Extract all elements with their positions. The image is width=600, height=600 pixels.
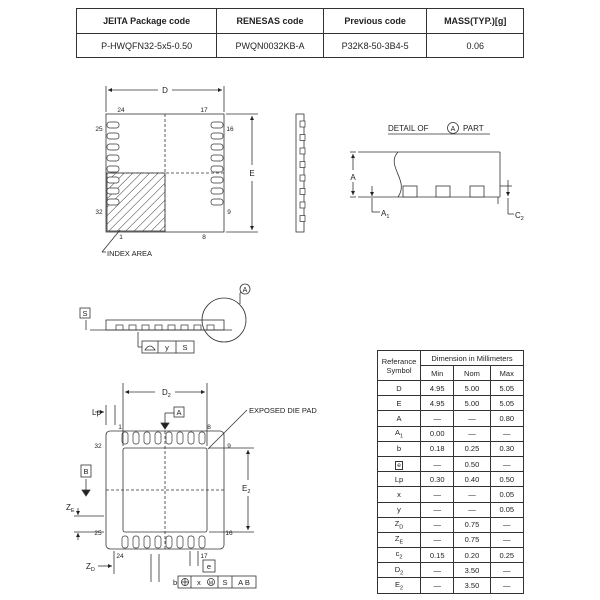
top-pin-24: 24: [117, 107, 125, 114]
bottom-zd: $Z_D$: [86, 562, 95, 573]
top-pin-25: 25: [95, 126, 103, 133]
row-max: —: [490, 456, 523, 471]
row-min: —: [421, 532, 454, 547]
row-max: 0.05: [490, 487, 523, 502]
bottom-lp: Lp: [92, 408, 101, 417]
top-dim-d: D: [162, 86, 168, 95]
row-max: 0.30: [490, 441, 523, 456]
row-symbol: D: [378, 381, 421, 396]
detail-title-suffix: PART: [463, 124, 484, 133]
bottom-pad: [107, 144, 119, 150]
bottom-pad: [166, 536, 172, 548]
detail-dim-a: A: [350, 173, 356, 182]
bottom-pin-24: 24: [116, 553, 124, 560]
side-pad: [300, 162, 305, 168]
row-nom: 0.20: [454, 548, 490, 563]
row-min: —: [421, 563, 454, 578]
bottom-pad: [188, 536, 194, 548]
row-min: —: [421, 411, 454, 426]
bottom-pad: [144, 432, 150, 444]
row-max: 5.05: [490, 381, 523, 396]
row-symbol: A: [378, 411, 421, 426]
row-nom: 3.50: [454, 563, 490, 578]
previous-value: P32K8-50-3B4-5: [323, 34, 427, 58]
bottom-pad: [211, 133, 223, 139]
bottom-pad: [211, 177, 223, 183]
bottom-pitch-e: e: [206, 562, 212, 571]
bottom-pad: [211, 166, 223, 172]
bottom-pad: [144, 536, 150, 548]
row-min: 0.18: [421, 441, 454, 456]
row-min: —: [421, 578, 454, 593]
side-pad: [300, 148, 305, 154]
bottom-dim-d2: $D_2$: [162, 388, 171, 399]
side-pad: [142, 325, 149, 330]
top-view: [102, 86, 258, 252]
bottom-pad: [177, 432, 183, 444]
row-min: —: [421, 456, 454, 471]
side-pad: [207, 325, 214, 330]
row-max: —: [490, 532, 523, 547]
bottom-pad: [155, 536, 161, 548]
row-max: —: [490, 517, 523, 532]
row-symbol: y: [378, 502, 421, 517]
jeita-value: P-HWQFN32-5x5-0.50: [77, 34, 217, 58]
table-row: [378, 563, 524, 578]
bottom-pad: [107, 122, 119, 128]
bottom-pin-32: 32: [94, 443, 102, 450]
table-row: [378, 517, 524, 532]
top-pin-8: 8: [202, 234, 206, 241]
row-symbol: $A_1$: [378, 426, 421, 441]
ref-symbol-header: Referance Symbol: [378, 351, 421, 381]
col-max: Max: [490, 366, 523, 381]
table-row: [378, 578, 524, 593]
bottom-pin-25: 25: [94, 530, 102, 537]
row-symbol: $Z_D$: [378, 517, 421, 532]
bottom-pin-17: 17: [200, 553, 208, 560]
side-datum-s: S: [82, 309, 88, 318]
row-nom: —: [454, 411, 490, 426]
renesas-value: PWQN0032KB-A: [217, 34, 324, 58]
bottom-pad: [199, 432, 205, 444]
bottom-pad: [107, 166, 119, 172]
top-pin-17: 17: [200, 107, 208, 114]
bottom-pad: [211, 122, 223, 128]
table-row: [378, 456, 524, 471]
row-max: 0.05: [490, 502, 523, 517]
table-row: [378, 548, 524, 563]
row-min: —: [421, 502, 454, 517]
row-nom: 3.50: [454, 578, 490, 593]
table-row: [378, 426, 524, 441]
row-symbol: e: [378, 456, 421, 471]
col-nom: Nom: [454, 366, 490, 381]
side-pad: [300, 189, 305, 195]
top-pin-1: 1: [119, 234, 123, 241]
bottom-datum-b: B: [83, 467, 89, 476]
row-max: 0.80: [490, 411, 523, 426]
side-pad: [168, 325, 175, 330]
bottom-pad: [122, 536, 128, 548]
detail-dim-a1: $A_1$: [381, 209, 390, 220]
col-min: Min: [421, 366, 454, 381]
table-row: [378, 472, 524, 487]
row-min: 4.95: [421, 381, 454, 396]
side-pad: [155, 325, 162, 330]
table-row: [378, 532, 524, 547]
table-row: [378, 487, 524, 502]
bottom-pad: [211, 155, 223, 161]
bottom-pad: [133, 432, 139, 444]
bottom-pad: [166, 432, 172, 444]
top-dim-e: E: [249, 169, 255, 178]
row-nom: —: [454, 502, 490, 517]
row-nom: 0.75: [454, 517, 490, 532]
row-max: 0.25: [490, 548, 523, 563]
side-pad: [181, 325, 188, 330]
row-min: —: [421, 517, 454, 532]
dim-header: Dimension in Millimeters: [421, 351, 524, 366]
bottom-pad: [211, 188, 223, 194]
row-max: —: [490, 563, 523, 578]
row-max: 0.50: [490, 472, 523, 487]
side-fcf-y: y: [165, 343, 169, 352]
bottom-pad: [211, 199, 223, 205]
bottom-fcf-x: x: [197, 578, 201, 587]
detail-title-prefix: DETAIL OF: [388, 124, 429, 133]
table-row: [378, 502, 524, 517]
index-area-label: INDEX AREA: [107, 249, 153, 258]
bottom-pad: [188, 432, 194, 444]
exposed-die-pad-label: EXPOSED DIE PAD: [249, 406, 317, 415]
bottom-fcf-m: M: [208, 580, 214, 587]
bottom-dim-e2: $E_2$: [242, 484, 251, 495]
mass-value: 0.06: [427, 34, 524, 58]
row-nom: 0.40: [454, 472, 490, 487]
row-symbol: x: [378, 487, 421, 502]
table-row: [378, 441, 524, 456]
row-min: 0.30: [421, 472, 454, 487]
bottom-pad: [107, 133, 119, 139]
bottom-pin-1: 1: [118, 424, 122, 431]
bottom-fcf-s: S: [222, 578, 228, 587]
bottom-ze: $Z_E$: [66, 503, 75, 514]
row-symbol: $D_2$: [378, 563, 421, 578]
bottom-pad: [155, 432, 161, 444]
row-symbol: $c_2$: [378, 548, 421, 563]
side-pad: [300, 216, 305, 222]
bottom-pin-16: 16: [225, 530, 233, 537]
row-nom: —: [454, 487, 490, 502]
bottom-pin-8: 8: [207, 424, 211, 431]
row-nom: 5.00: [454, 381, 490, 396]
row-max: —: [490, 578, 523, 593]
row-max: 5.05: [490, 396, 523, 411]
top-pin-9: 9: [227, 209, 231, 216]
bottom-pad: [211, 144, 223, 150]
side-pad: [116, 325, 123, 330]
bottom-pad: [107, 199, 119, 205]
row-nom: 0.25: [454, 441, 490, 456]
side-pad: [194, 325, 201, 330]
table-row: [378, 381, 524, 396]
mass-header: MASS(TYP.)[g]: [427, 9, 524, 34]
bottom-datum-a: A: [176, 408, 182, 417]
row-nom: 5.00: [454, 396, 490, 411]
row-nom: —: [454, 426, 490, 441]
row-symbol: $Z_E$: [378, 532, 421, 547]
row-min: —: [421, 487, 454, 502]
side-view-vertical: [296, 114, 305, 232]
row-max: —: [490, 426, 523, 441]
bottom-fcf-ab: A B: [238, 578, 250, 587]
table-row: [378, 396, 524, 411]
row-symbol: E: [378, 396, 421, 411]
jeita-header: JEITA Package code: [77, 9, 217, 34]
bottom-pin-9: 9: [227, 443, 231, 450]
top-pin-32: 32: [95, 209, 103, 216]
row-nom: 0.50: [454, 456, 490, 471]
row-nom: 0.75: [454, 532, 490, 547]
detail-circle-label: A: [450, 126, 456, 133]
side-pad: [300, 175, 305, 181]
dimension-table: [377, 350, 524, 594]
table-row: [378, 411, 524, 426]
renesas-header: RENESAS code: [217, 9, 324, 34]
top-pin-16: 16: [226, 126, 234, 133]
row-symbol: Lp: [378, 472, 421, 487]
side-fcf-s: S: [182, 343, 188, 352]
detail-dim-c2: $C_2$: [515, 211, 524, 222]
row-min: 0.15: [421, 548, 454, 563]
bottom-pad: [107, 188, 119, 194]
side-pad: [300, 135, 305, 141]
row-min: 4.95: [421, 396, 454, 411]
bottom-pad: [107, 155, 119, 161]
detail-view: [350, 152, 514, 214]
bottom-pad: [107, 177, 119, 183]
side-pad: [300, 121, 305, 127]
bottom-pad: [199, 536, 205, 548]
row-symbol: $E_2$: [378, 578, 421, 593]
side-detail-ref: A: [242, 287, 248, 294]
previous-header: Previous code: [323, 9, 427, 34]
side-pad: [129, 325, 136, 330]
bottom-pad: [177, 536, 183, 548]
bottom-pad: [133, 536, 139, 548]
bottom-fcf-b: b: [173, 578, 178, 587]
side-pad: [300, 202, 305, 208]
row-min: 0.00: [421, 426, 454, 441]
row-symbol: b: [378, 441, 421, 456]
